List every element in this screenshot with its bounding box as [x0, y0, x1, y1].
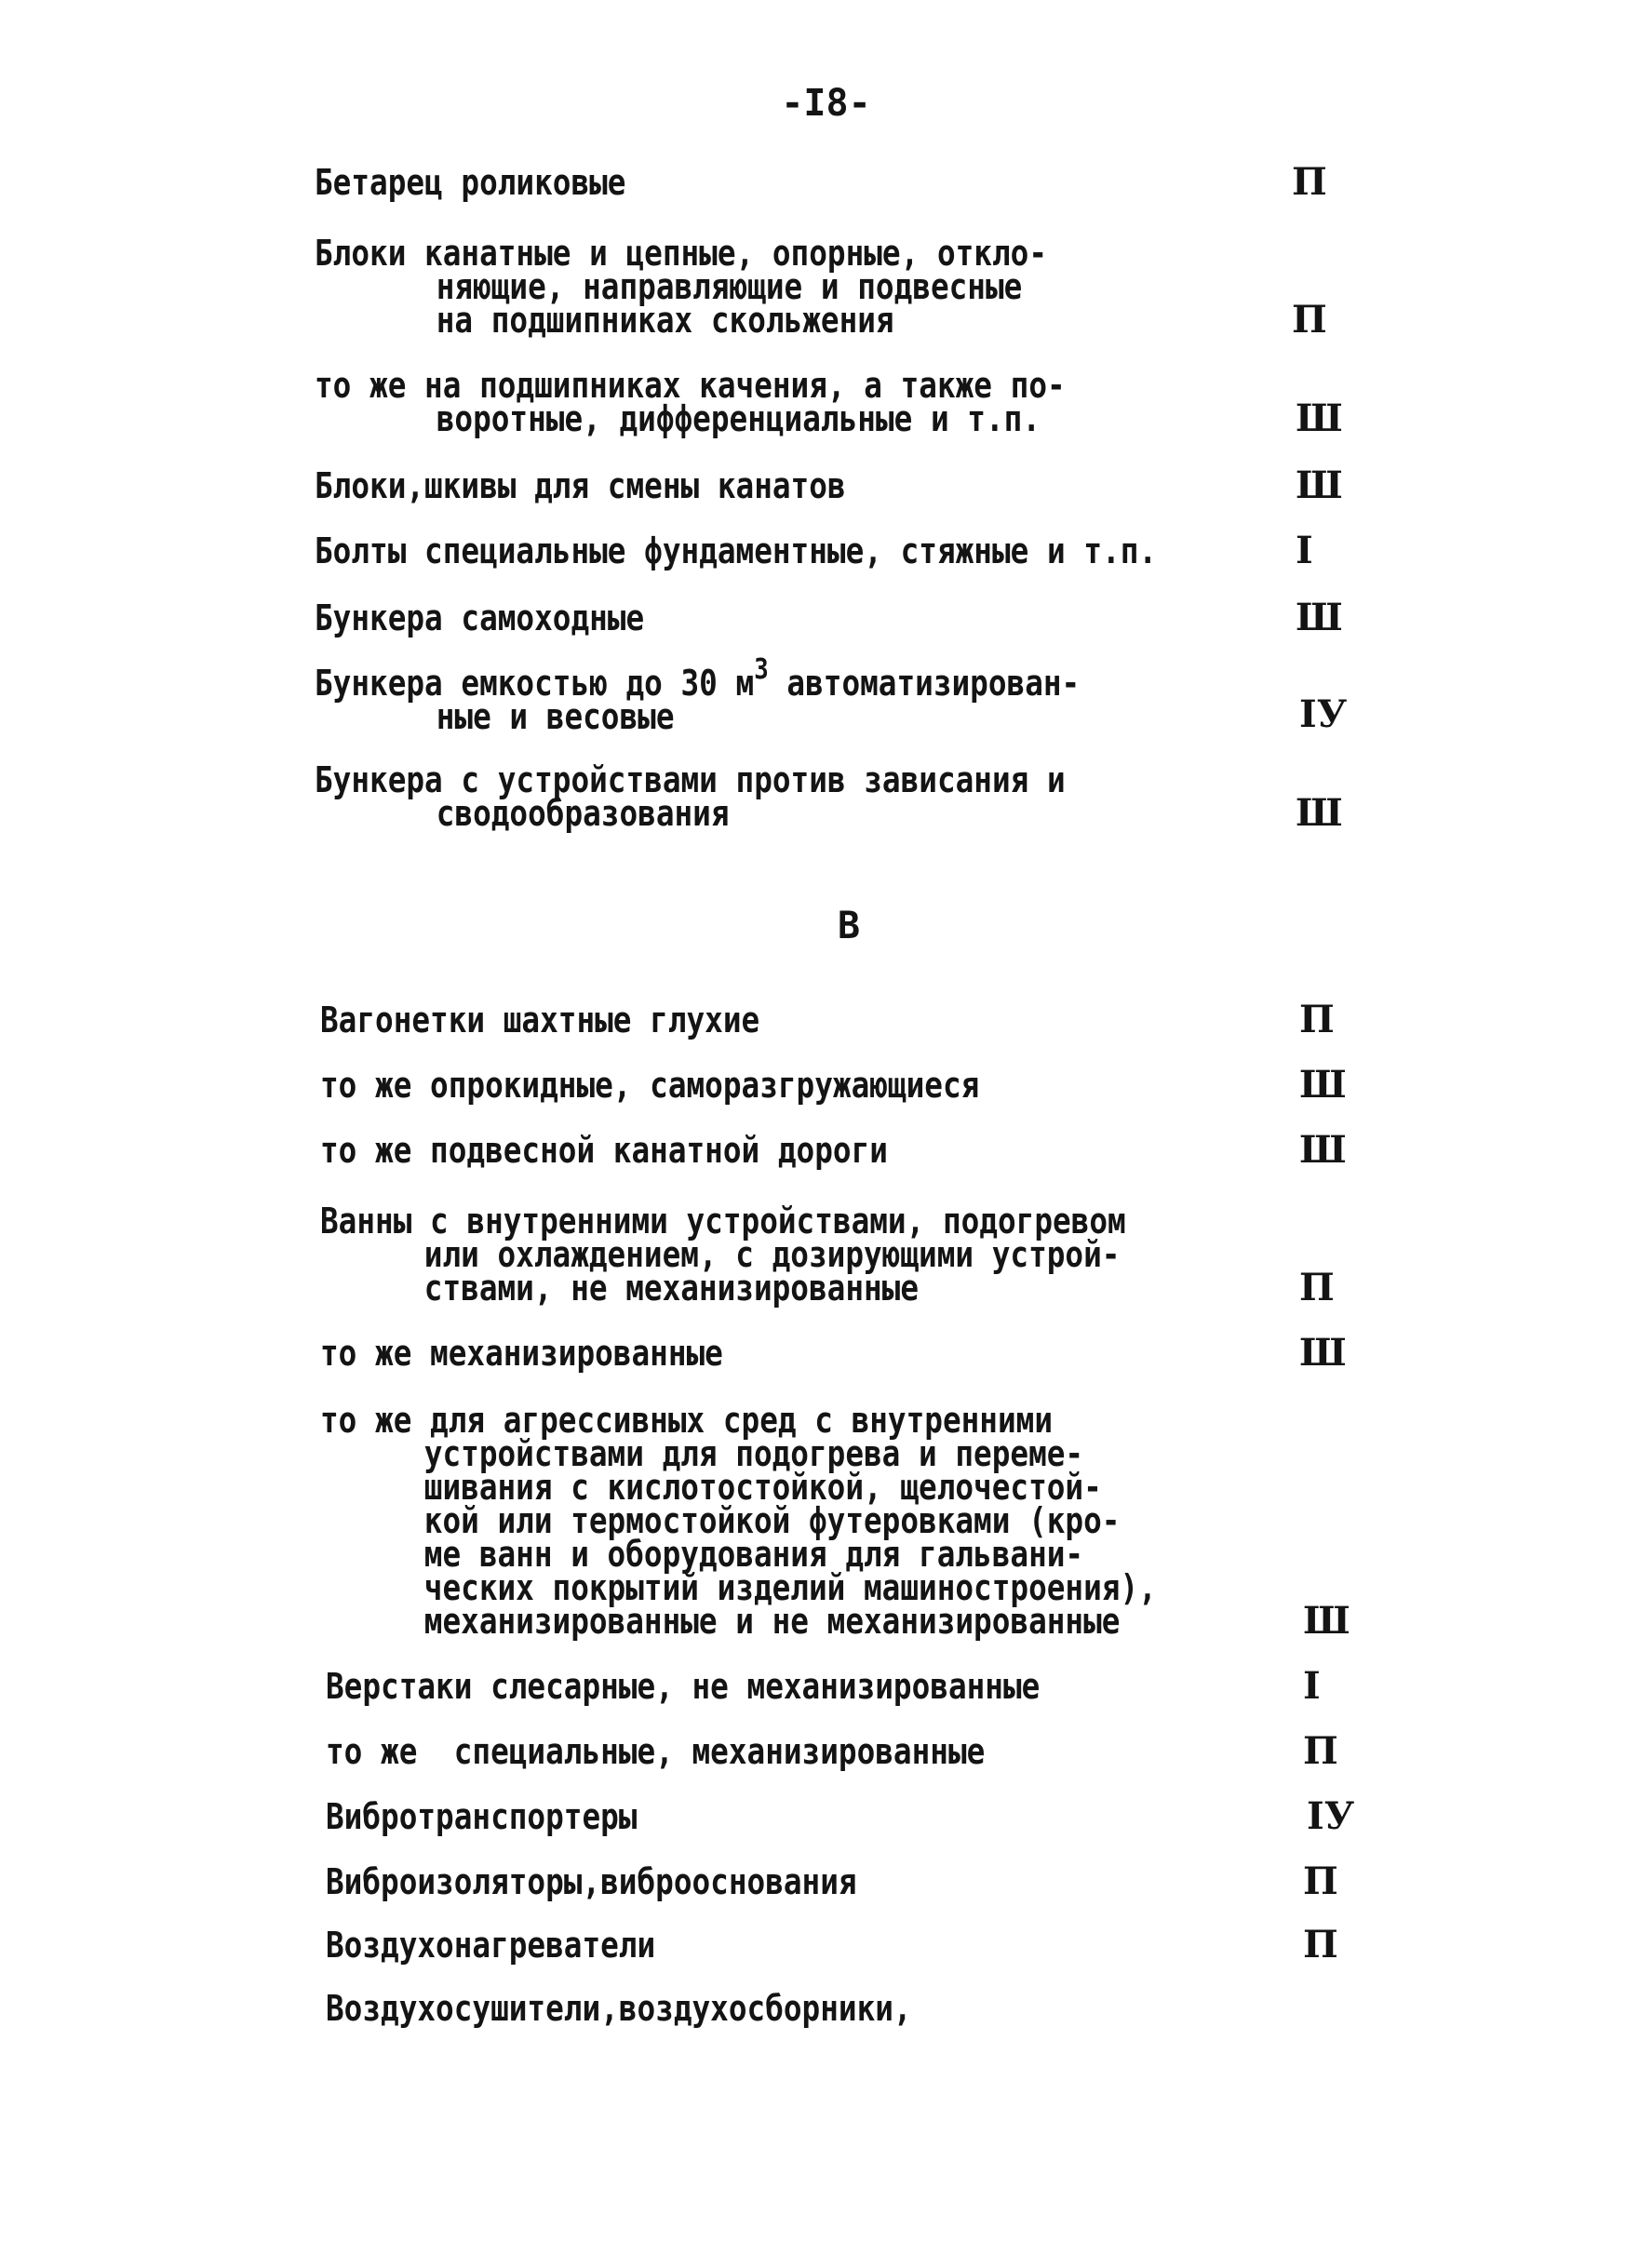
- entry-v-7: [326, 1664, 1350, 1708]
- entry-text: то же для агрессивных сред с внутренними: [320, 1400, 1054, 1441]
- category-mark: Ш: [1299, 1331, 1347, 1375]
- entry-text: то же механизированные: [320, 1333, 723, 1374]
- category-mark: IУ: [1299, 692, 1348, 736]
- entry-text: то же опрокидные, саморазгружающиеся: [320, 1065, 980, 1106]
- entry-text: Воздухонагреватели: [326, 1925, 656, 1966]
- category-mark: П: [1303, 1923, 1338, 1966]
- entry-text-cont: няющие, направляющие и подвесные: [436, 266, 1023, 307]
- entry-v-5: [320, 1333, 1344, 1374]
- entry-text-cont: устройствами для подогрева и переме-: [423, 1433, 1084, 1474]
- entry-text: Ванны с внутренними устройствами, подогревом: [320, 1201, 1126, 1242]
- entry-v-9: [326, 1796, 1350, 1837]
- entry-v-2: [320, 1065, 1344, 1106]
- entry-text: Вагонетки шахтные глухие: [320, 1000, 760, 1040]
- category-mark: IУ: [1307, 1794, 1355, 1838]
- entry-v-11: [326, 1923, 1350, 1966]
- entry-text-cont: ческих покрытий изделий машиностроения),: [423, 1567, 1157, 1608]
- category-mark: Ш: [1299, 1063, 1347, 1107]
- category-mark: П: [1292, 298, 1327, 342]
- entry-text-first: [315, 653, 1195, 704]
- category-mark: Ш: [1296, 596, 1343, 639]
- entry-text: Верстаки слесарные, не механизированные: [326, 1666, 1041, 1707]
- entry-text: то же специальные, механизированные: [326, 1731, 986, 1772]
- page-number: -I8-: [781, 82, 871, 125]
- category-mark: П: [1299, 1266, 1335, 1309]
- entry-b-8: [315, 759, 1338, 834]
- category-mark: Ш: [1303, 1599, 1350, 1643]
- entry-text: Вибротранспортеры: [326, 1796, 638, 1837]
- category-mark: П: [1303, 1729, 1338, 1773]
- entry-text: Бункера с устройствами против зависания и: [315, 759, 1066, 800]
- category-mark: I: [1303, 1664, 1321, 1708]
- entry-b-7: [315, 653, 1338, 737]
- entry-b-2: [315, 233, 1338, 342]
- entry-text-cont: шивания с кислотостойкой, щелочестой-: [423, 1467, 1102, 1508]
- entry-text-prefix: Бункера емкостью до 30 м: [315, 663, 755, 704]
- entry-b-1: [315, 160, 1338, 204]
- entry-text-suffix: автоматизирован-: [768, 663, 1081, 704]
- category-mark: П: [1299, 998, 1335, 1041]
- category-mark: Ш: [1296, 463, 1343, 507]
- entry-b-4: [315, 465, 1338, 506]
- entry-text-cont: ствами, не механизированные: [423, 1268, 920, 1309]
- entry-text: то же на подшипниках качения, а также по-: [315, 365, 1066, 406]
- entry-text: Бетарец роликовые: [315, 162, 626, 203]
- category-mark: П: [1292, 160, 1327, 204]
- entry-text-cont: кой или термостойкой футеровками (кро-: [423, 1500, 1121, 1541]
- entry-text-cont: или охлаждением, с дозирующими устрой-: [423, 1234, 1121, 1275]
- entry-b-3: [315, 365, 1338, 439]
- category-mark: П: [1303, 1859, 1338, 1903]
- entry-v-1: [320, 998, 1344, 1041]
- entry-text: Воздухосушители,воздухосборники,: [326, 1988, 912, 2029]
- entry-text-cont: механизированные и не механизированные: [423, 1601, 1121, 1642]
- superscript-3: 3: [754, 653, 769, 687]
- entry-text: Блоки,шкивы для смены канатов: [315, 465, 846, 506]
- entry-v-6: [320, 1400, 1344, 1642]
- entry-text: то же подвесной канатной дороги: [320, 1130, 888, 1171]
- entry-v-3: [320, 1130, 1344, 1171]
- entry-b-5: [315, 529, 1338, 572]
- entry-text-cont: ные и весовые: [436, 696, 675, 737]
- entry-v-10: [326, 1859, 1350, 1903]
- entry-v-12: [326, 1988, 1350, 2029]
- entry-v-4: [320, 1201, 1344, 1309]
- entry-text: Болты специальные фундаментные, стяжные и т.п.: [315, 530, 1158, 571]
- section-letter: В: [838, 905, 861, 947]
- category-mark: Ш: [1296, 791, 1343, 835]
- entry-text-cont: ме ванн и оборудования для гальвани-: [423, 1534, 1084, 1575]
- entry-v-8: [326, 1729, 1350, 1773]
- entry-text: Бункера самоходные: [315, 597, 645, 638]
- entry-text-cont: сводообразования: [436, 793, 730, 834]
- category-mark: Ш: [1299, 1128, 1347, 1172]
- entry-text-cont: на подшипниках скольжения: [436, 300, 894, 341]
- entry-b-6: [315, 597, 1338, 638]
- category-mark: I: [1296, 529, 1313, 572]
- category-mark: Ш: [1296, 396, 1343, 440]
- entry-text: Блоки канатные и цепные, опорные, откло-: [315, 233, 1048, 274]
- entry-text-cont: воротные, дифференциальные и т.п.: [436, 398, 1041, 439]
- entry-text: Виброизоляторы,виброоснования: [326, 1861, 857, 1902]
